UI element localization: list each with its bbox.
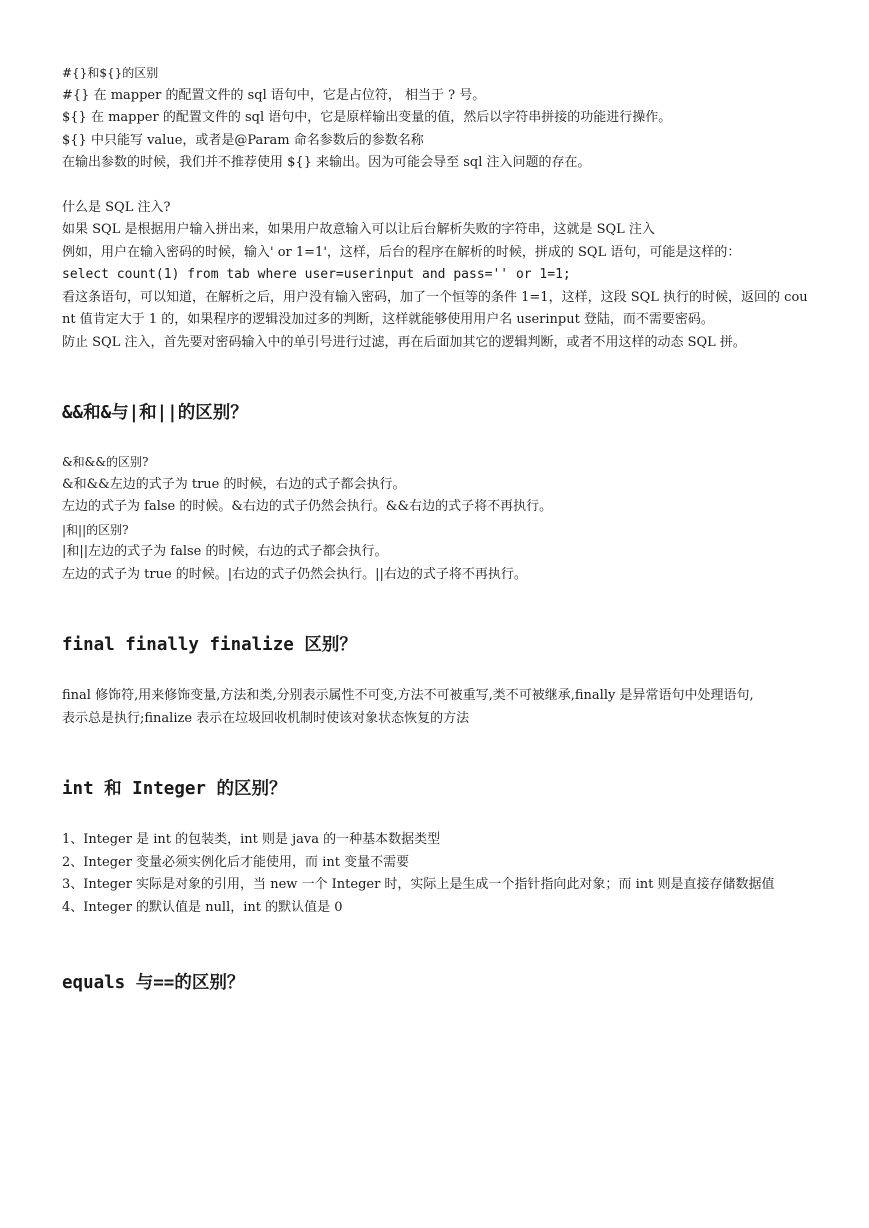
section-sql-injection bbox=[62, 197, 812, 355]
text-paragraph: 看这条语句，可以知道，在解析之后，用户没有输入密码，加了一个恒等的条件 1=1，这样，这段 SQL 执行的时候，返回的 count 值肯定大于 1 的，如果程序的逻辑没加过多的判断，这样就能够使用用户名 userinput 登陆，而不需要密码。 bbox=[62, 289, 808, 327]
text-line: 左边的式子为 false 的时候。&右边的式子仍然会执行。&&右边的式子将不再执行。 bbox=[62, 499, 553, 514]
heading-logical-operators: &&和&与|和||的区别？ bbox=[62, 403, 248, 423]
list-item: 3、Integer 实际是对象的引用，当 new 一个 Integer 时，实际上是生成一个指针指向此对象；而 int 则是直接存储数据值 bbox=[62, 877, 775, 892]
text-line: 左边的式子为 true 的时候。|右边的式子仍然会执行。||右边的式子将不再执行。 bbox=[62, 566, 527, 582]
text-line: 表示总是执行;finalize 表示在垃圾回收机制时使该对象状态恢复的方法 bbox=[62, 710, 470, 726]
text-line: ${} 中只能写 value，或者是@Param 命名参数后的参数名称 bbox=[62, 132, 424, 148]
list-item: 1、Integer 是 int 的包装类，int 则是 java 的一种基本数据类型 bbox=[62, 832, 441, 847]
code-line: select count(1) from tab where user=userinput and pass='' or 1=1; bbox=[62, 267, 571, 282]
list-item: 2、Integer 变量必须实例化后才能使用，而 int 变量不需要 bbox=[62, 854, 410, 870]
list-item: 4、Integer 的默认值是 null，int 的默认值是 0 bbox=[62, 899, 343, 915]
heading-equals: equals 与==的区别？ bbox=[62, 973, 245, 993]
text-line: ${} 在 mapper 的配置文件的 sql 语句中，它是原样输出变量的值，然后以字符串拼接的功能进行操作。 bbox=[62, 110, 672, 125]
text-line: 在输出参数的时候，我们并不推荐使用 ${} 来输出。因为可能会导至 sql 注入问题的存在。 bbox=[62, 155, 591, 170]
text-line: 什么是 SQL 注入? bbox=[62, 199, 171, 215]
text-line: |和||的区别? bbox=[62, 522, 129, 537]
heading-int-integer: int 和 Integer 的区别？ bbox=[62, 779, 287, 799]
section-final-finally-finalize bbox=[62, 685, 812, 730]
section-int-integer bbox=[62, 829, 812, 919]
text-paragraph: final 修饰符,用来修饰变量,方法和类,分别表示属性不可变,方法不可被重写,类不可被继承,finally 是异常语句中处理语句, bbox=[62, 688, 754, 703]
text-line: 防止 SQL 注入，首先要对密码输入中的单引号进行过滤，再在后面加其它的逻辑判断，或者不用这样的动态 SQL 拼。 bbox=[62, 334, 746, 350]
section-placeholder-difference bbox=[62, 62, 812, 175]
text-line: &和&&的区别? bbox=[62, 455, 149, 469]
text-line: #{}和${}的区别 bbox=[62, 66, 159, 80]
text-line: 如果 SQL 是根据用户输入拼出来，如果用户故意输入可以让后台解析失败的字符串，这就是 SQL 注入 bbox=[62, 222, 655, 237]
text-line: |和||左边的式子为 false 的时候，右边的式子都会执行。 bbox=[62, 544, 388, 559]
document-page bbox=[62, 62, 812, 995]
heading-final-finally-finalize: final finally finalize 区别？ bbox=[62, 635, 357, 655]
section-logical-operators bbox=[62, 451, 812, 586]
text-line: &和&&左边的式子为 true 的时候，右边的式子都会执行。 bbox=[62, 476, 406, 492]
text-line: 例如，用户在输入密码的时候，输入' or 1=1'，这样，后台的程序在解析的时候，拼成的 SQL 语句，可能是这样的： bbox=[62, 244, 741, 260]
text-line: #{} 在 mapper 的配置文件的 sql 语句中，它是占位符， 相当于 ? 号。 bbox=[62, 87, 486, 103]
